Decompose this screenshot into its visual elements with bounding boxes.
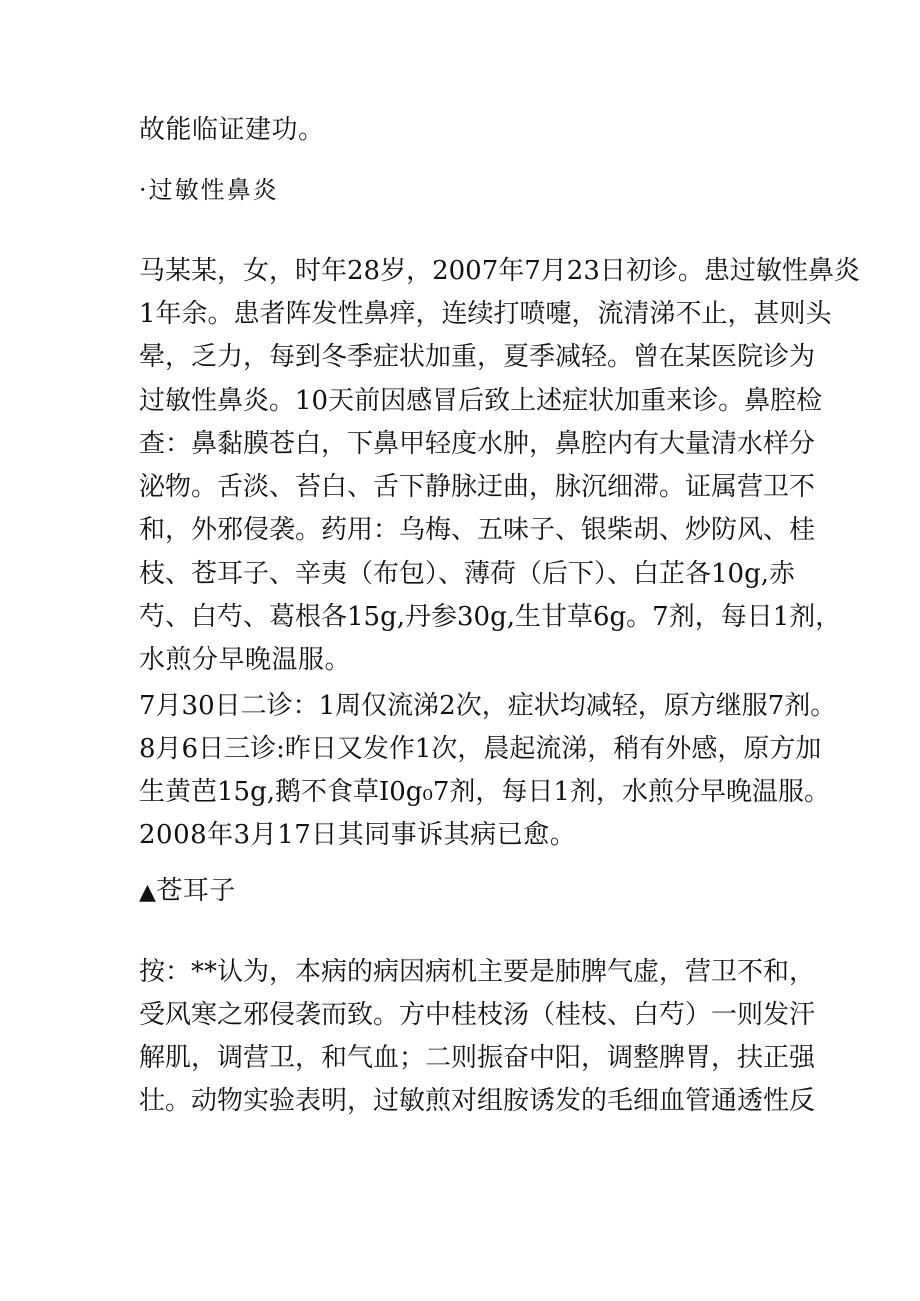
followup-line-1: 7月30日二诊：1周仅流涕2次，症状均减轻，原方继服7剂。	[139, 691, 837, 721]
note-line-3: 解肌，调营卫，和气血；二则振奋中阳，调整脾胃，扶正强	[139, 1043, 816, 1073]
note-line-4: 壮。动物实验表明，过敏煎对组胺诱发的毛细血管通透性反	[139, 1086, 816, 1116]
case-line-7: 和，外邪侵袭。药用：乌梅、五味子、银柴胡、炒防风、桂	[139, 515, 816, 545]
herb-heading-title: 苍耳子	[156, 876, 236, 906]
note-line-1: 按：**认为，本病的病因病机主要是肺脾气虚，营卫不和，	[139, 957, 816, 987]
heading-bullet: ·	[139, 176, 149, 204]
section-heading	[139, 173, 279, 207]
followup-line-3: 生黄芭15g,鹅不食草I0g₀7剂，每日1剂，水煎分早晚温服。	[139, 777, 830, 807]
heading-title: 过敏性鼻炎	[148, 176, 279, 204]
note-line-2: 受风寒之邪侵袭而致。方中桂枝汤（桂枝、白芍）一则发汗	[139, 1000, 816, 1030]
herb-heading	[139, 874, 236, 910]
case-line-6: 泌物。舌淡、苔白、舌下静脉迂曲，脉沉细滞。证属营卫不	[139, 472, 816, 502]
triangle-icon: ▲	[139, 880, 157, 905]
case-line-2: 1年余。患者阵发性鼻痒，连续打喷嚏，流清涕不止，甚则头	[139, 299, 832, 329]
case-line-4: 过敏性鼻炎。10天前因感冒后致上述症状加重来诊。鼻腔检	[139, 386, 823, 416]
intro-line: 故能临证建功。	[139, 115, 325, 145]
case-line-8: 枝、苍耳子、辛夷（布包）、薄荷（后下）、白芷各10g,赤	[139, 559, 795, 589]
followup-line-2: 8月6日三诊:昨日又发作1次，晨起流涕，稍有外感，原方加	[139, 734, 822, 764]
case-line-9: 芍、白芍、葛根各15g,丹参30g,生甘草6g。7剂，每日1剂，	[139, 602, 842, 632]
case-line-1: 马某某，女，时年28岁，2007年7月23日初诊。患过敏性鼻炎	[139, 256, 860, 286]
case-line-10: 水煎分早晚温服。	[139, 645, 352, 675]
followup-line-4: 2008年3月17日其同事诉其病已愈。	[139, 820, 577, 850]
case-line-3: 晕，乏力，每到冬季症状加重，夏季减轻。曾在某医院诊为	[139, 342, 816, 372]
case-line-5: 查：鼻黏膜苍白，下鼻甲轻度水肿，鼻腔内有大量清水样分	[139, 429, 816, 459]
